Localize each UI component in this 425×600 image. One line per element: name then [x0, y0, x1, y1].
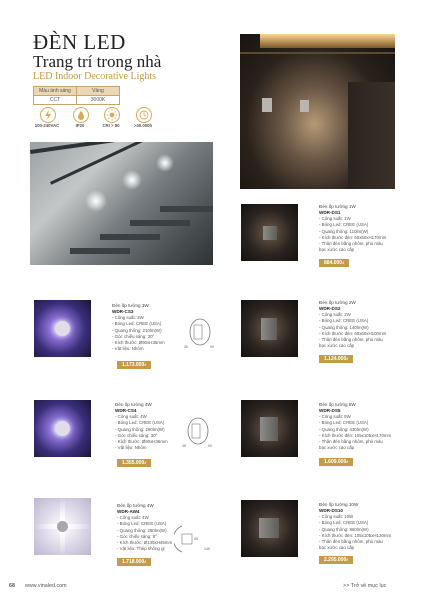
product-image-ds10 [241, 500, 298, 557]
feature-ip: IP20 [75, 123, 85, 128]
product-name-aw4: Đèn ốp tường 4W [117, 503, 154, 508]
product-price-cs4: 1.355.000đ [117, 459, 151, 467]
product-code-cs3: WDR-CS3 [112, 309, 134, 314]
dim-cs4-h: 36 [182, 444, 186, 448]
dim-cs3-w: 90 [210, 345, 214, 349]
drawing-aw4 [174, 520, 214, 558]
product-specs-ds10: - Công suất: 10W - Bóng Led: CREE (USA) - Quang thông: 860lm(W) - Kích thước đèn: 105x105xH130mm - Thân đèn bằng nhôm, phủ màu bạc xước cao cấp [319, 514, 392, 551]
product-specs-ds1: - Công suất: 1W - Bóng Led: CREE (USA) - Quang thông: 110lm(W) - Kích thước đèn: 60x60xH170mm - Thân đèn bằng nhôm, phủ màu bạc xước cao cấp [319, 216, 387, 253]
product-specs-ds2: - Công suất: 2W - Bóng Led: CREE (USA) - Quang thông: 140lm(W) - Kích thước đèn: 60x60xH100mm - Thân đèn bằng nhôm, phủ màu bạc xước cao cấp [319, 312, 387, 349]
feature-lifetime: >30.000h [133, 123, 153, 128]
dim-aw4-w: 145 [204, 547, 210, 551]
back-to-toc-link[interactable]: >> Trở về mục lục [343, 583, 387, 589]
product-price-ds5: 1.609.000đ [319, 458, 353, 466]
product-image-aw4 [34, 498, 91, 555]
water-drop-icon [73, 107, 89, 123]
color-spec-table [33, 86, 120, 105]
feature-voltage: 100-240VAC [34, 123, 60, 128]
product-specs-ds5: - Công suất: 5W - Bóng Led: CREE (USA) - Quang thông: 430lm(W) - Kích thước đèn: 105x105xH170mm - Thân đèn bằng nhôm, phủ màu bạc xước cao cấp [319, 414, 392, 451]
product-code-ds5: WDR-DS5 [319, 408, 341, 413]
product-code-ds2: WDR-DS2 [319, 306, 341, 311]
spec-head-value: Vàng [77, 87, 120, 96]
product-specs-cs3: - Công suất: 3W - Bóng Led: CREE (USA) - Quang thông: 210lm(W) - Góc chiếu sáng: 30° - Kích thước: Ø90xH36mm - Vật liệu: Nhôm [112, 315, 165, 352]
product-name-ds2: Đèn ốp tường 2W [319, 300, 356, 305]
clock-icon [136, 107, 152, 123]
product-price-ds10: 2.295.000đ [319, 556, 353, 564]
product-code-aw4: WDR-AW4 [117, 509, 140, 514]
product-image-ds5 [241, 400, 298, 457]
spec-head-label: Màu ánh sáng [34, 87, 77, 96]
product-name-ds10: Đèn ốp tường 10W [319, 502, 359, 507]
dim-cs3-h: 36 [184, 345, 188, 349]
product-image-ds2 [241, 300, 298, 357]
product-specs-aw4: - Công suất: 4W - Bóng Led: CREE (USA) - Quang thông: 280lm(W) - Góc chiếu sáng: 8° - Kích thước: Ø145xH45mm - Vật liệu: Thép không gỉ [117, 515, 173, 552]
dim-aw4-h: 45 [194, 537, 198, 541]
drawing-cs4 [178, 412, 218, 450]
product-price-cs3: 1.173.000đ [117, 361, 151, 369]
product-code-ds1: WDR-DS1 [319, 210, 341, 215]
spec-row-label: CCT [34, 96, 77, 105]
product-price-aw4: 1.718.000đ [117, 558, 151, 566]
product-code-ds10: WDR-DS10 [319, 508, 343, 513]
spec-row-value: 3000K [77, 96, 120, 105]
product-code-cs4: WDR-CS4 [115, 408, 137, 413]
product-specs-cs4: - Công suất: 4W - Bóng Led: CREE (USA) - Quang thông: 280lm(W) - Góc chiếu sáng: 30° - Kích thước: Ø90xH36mm - Vật liệu: Nhôm [115, 414, 168, 451]
voltage-icon [40, 107, 56, 123]
page-subtitle: Trang trí trong nhà [33, 52, 162, 71]
product-price-ds2: 1.124.000đ [319, 355, 353, 363]
wall-lights-photo [240, 34, 395, 189]
product-image-cs4 [34, 400, 91, 457]
dim-cs4-w: 90 [208, 444, 212, 448]
product-name-cs4: Đèn ốp tường 4W [115, 402, 152, 407]
product-name-ds5: Đèn ốp tường 5W [319, 402, 356, 407]
sun-icon [104, 107, 120, 123]
product-image-ds1 [241, 204, 298, 261]
product-name-ds1: Đèn ốp tường 1W [319, 204, 356, 209]
product-image-cs3 [34, 300, 91, 357]
page-title: ĐÈN LED [33, 30, 126, 54]
feature-cri: CRI > 80 [102, 123, 120, 128]
product-name-cs3: Đèn ốp tường 3W [112, 303, 149, 308]
drawing-cs3 [180, 313, 220, 351]
staircase-photo [30, 142, 213, 265]
page-number: 68 [9, 583, 15, 589]
product-price-ds1: 884.000đ [319, 259, 349, 267]
site-link[interactable]: www.vinaled.com [25, 583, 67, 589]
page-subtitle-en: LED Indoor Decorative Lights [33, 71, 157, 82]
